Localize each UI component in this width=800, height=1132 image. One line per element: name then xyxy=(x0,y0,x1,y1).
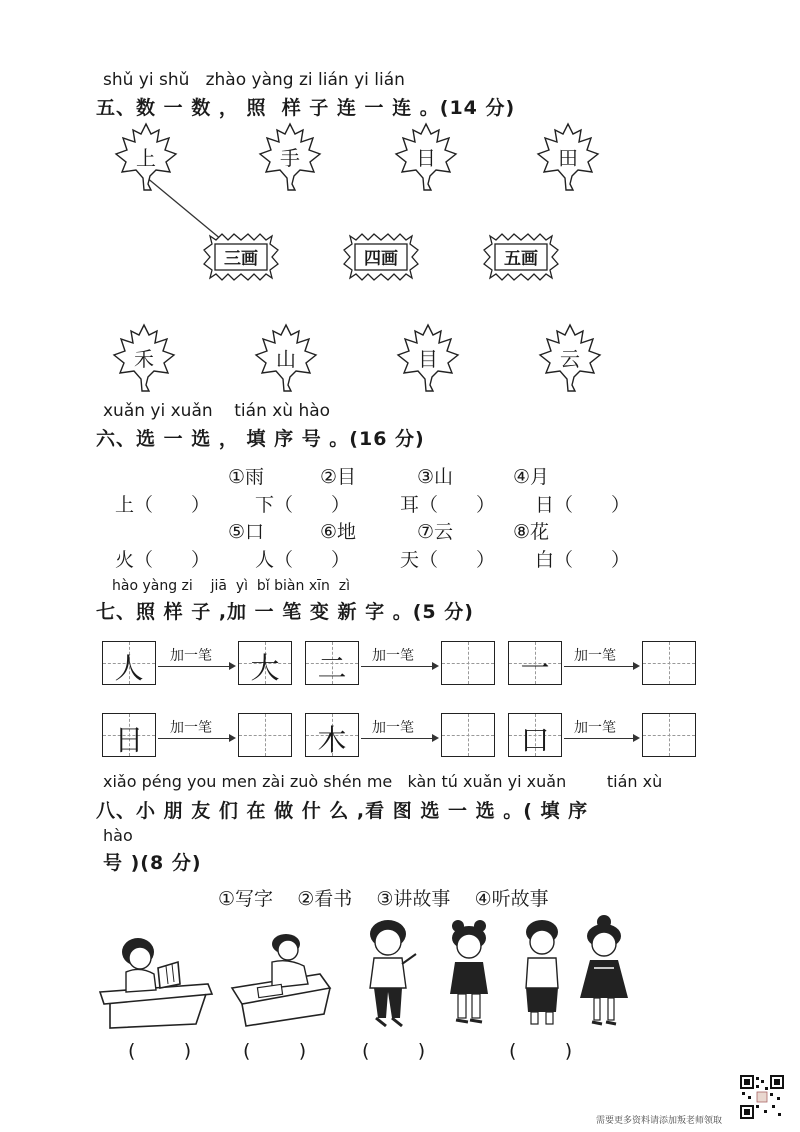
kid-listening-illustration xyxy=(574,914,636,1030)
fill-blank-item[interactable]: 日（ ） xyxy=(535,494,631,516)
add-stroke-label: 加一笔 xyxy=(372,648,414,664)
given-char: 木 xyxy=(317,723,347,757)
leaf-card[interactable] xyxy=(394,122,458,192)
kid-reading-illustration xyxy=(96,932,216,1032)
char-box-answer[interactable] xyxy=(238,713,292,757)
answer-blank[interactable]: ( ) xyxy=(509,1040,573,1062)
option-1: ①雨 xyxy=(228,466,265,488)
add-stroke-label: 加一笔 xyxy=(372,720,414,736)
leaf-card[interactable] xyxy=(112,323,176,393)
leaf-card[interactable] xyxy=(258,122,322,192)
leaf-char: 目 xyxy=(418,347,438,371)
option-6: ⑥地 xyxy=(320,521,357,543)
kid-listening-illustration xyxy=(512,916,572,1030)
fill-blank-item[interactable]: 火（ ） xyxy=(115,549,211,571)
fill-blank-item[interactable]: 天（ ） xyxy=(400,549,496,571)
leaf-card[interactable] xyxy=(538,323,602,393)
leaf-char: 手 xyxy=(280,146,300,170)
section8-heading-2: 号 )(8 分) xyxy=(103,852,202,874)
activity-options: ①写字 ②看书 ③讲故事 ④听故事 xyxy=(218,888,549,910)
qr-code-icon[interactable] xyxy=(740,1075,784,1119)
leaf-card[interactable] xyxy=(396,323,460,393)
kid-writing-illustration xyxy=(228,930,338,1030)
stroke-count-badge[interactable] xyxy=(202,230,280,284)
section7-pinyin: hào yàng zi jiā yì bǐ biàn xīn zì xyxy=(112,578,351,594)
arrow-icon xyxy=(158,666,234,667)
stroke-count-badge[interactable] xyxy=(342,230,420,284)
char-box-answer[interactable] xyxy=(441,713,495,757)
stroke-count-badge[interactable] xyxy=(482,230,560,284)
leaf-card[interactable] xyxy=(114,122,178,192)
answer-blank[interactable]: ( ) xyxy=(243,1040,307,1062)
char-box-answer[interactable] xyxy=(238,641,292,685)
char-box-given xyxy=(102,641,156,685)
stroke-count-label: 五画 xyxy=(504,249,538,269)
char-box-given xyxy=(102,713,156,757)
char-box-answer[interactable] xyxy=(642,713,696,757)
section5-heading: 五、数 一 数 ， 照 样 子 连 一 连 。(14 分) xyxy=(96,97,516,119)
section7-heading: 七、照 样 子 ,加 一 笔 变 新 字 。(5 分) xyxy=(96,601,474,623)
section8-heading: 八、小 朋 友 们 在 做 什 么 ,看 图 选 一 选 。( 填 序 xyxy=(96,800,589,822)
fill-blank-item[interactable]: 下（ ） xyxy=(255,494,351,516)
leaf-char: 上 xyxy=(136,146,156,170)
leaf-card[interactable] xyxy=(254,323,318,393)
add-stroke-label: 加一笔 xyxy=(170,720,212,736)
fill-blank-item[interactable]: 耳（ ） xyxy=(400,494,496,516)
leaf-char: 禾 xyxy=(134,347,154,371)
given-char: 口 xyxy=(520,723,550,757)
given-char: 人 xyxy=(114,651,144,685)
section8-pinyin-2: hào xyxy=(103,826,133,845)
char-box-given xyxy=(508,641,562,685)
section6-pinyin: xuǎn yi xuǎn tián xù hào xyxy=(103,401,331,421)
option-7: ⑦云 xyxy=(417,521,454,543)
fill-blank-item[interactable]: 白（ ） xyxy=(535,549,631,571)
option-5: ⑤口 xyxy=(228,521,265,543)
section6-heading: 六、选 一 选 ， 填 序 号 。(16 分) xyxy=(96,428,425,450)
section8-pinyin: xiǎo péng you men zài zuò shén me kàn tú xuǎn yi xuǎn tián xù xyxy=(103,772,663,791)
fill-blank-item[interactable]: 上（ ） xyxy=(115,494,211,516)
leaf-char: 云 xyxy=(560,347,580,371)
answer-blank[interactable]: ( ) xyxy=(128,1040,192,1062)
add-stroke-label: 加一笔 xyxy=(574,648,616,664)
leaf-card[interactable] xyxy=(536,122,600,192)
char-box-given xyxy=(305,641,359,685)
char-box-answer[interactable] xyxy=(441,641,495,685)
option-8: ⑧花 xyxy=(513,521,550,543)
leaf-char: 日 xyxy=(416,146,436,170)
add-stroke-label: 加一笔 xyxy=(170,648,212,664)
char-box-given xyxy=(305,713,359,757)
kid-storyteller-illustration xyxy=(360,918,420,1030)
given-char: 日 xyxy=(114,723,144,757)
fill-blank-item[interactable]: 人（ ） xyxy=(255,549,351,571)
arrow-icon xyxy=(564,666,638,667)
stroke-count-label: 四画 xyxy=(364,249,398,269)
stroke-count-label: 三画 xyxy=(224,249,258,269)
arrow-icon xyxy=(361,738,437,739)
char-box-answer[interactable] xyxy=(642,641,696,685)
given-char: 二 xyxy=(317,651,347,685)
answer-blank[interactable]: ( ) xyxy=(362,1040,426,1062)
arrow-icon xyxy=(361,666,437,667)
arrow-icon xyxy=(564,738,638,739)
footer-note: 需要更多资料请添加叛老师领取 xyxy=(596,1116,723,1126)
option-4: ④月 xyxy=(513,466,550,488)
answer-char: 大 xyxy=(250,651,280,685)
arrow-icon xyxy=(158,738,234,739)
leaf-char: 田 xyxy=(558,146,578,170)
char-box-given xyxy=(508,713,562,757)
section5-pinyin: shǔ yi shǔ zhào yàng zi lián yi lián xyxy=(103,70,405,90)
option-2: ②目 xyxy=(320,466,357,488)
given-char: 一 xyxy=(520,651,550,685)
option-3: ③山 xyxy=(417,466,454,488)
add-stroke-label: 加一笔 xyxy=(574,720,616,736)
leaf-char: 山 xyxy=(276,347,296,371)
kid-listening-illustration xyxy=(440,918,500,1030)
